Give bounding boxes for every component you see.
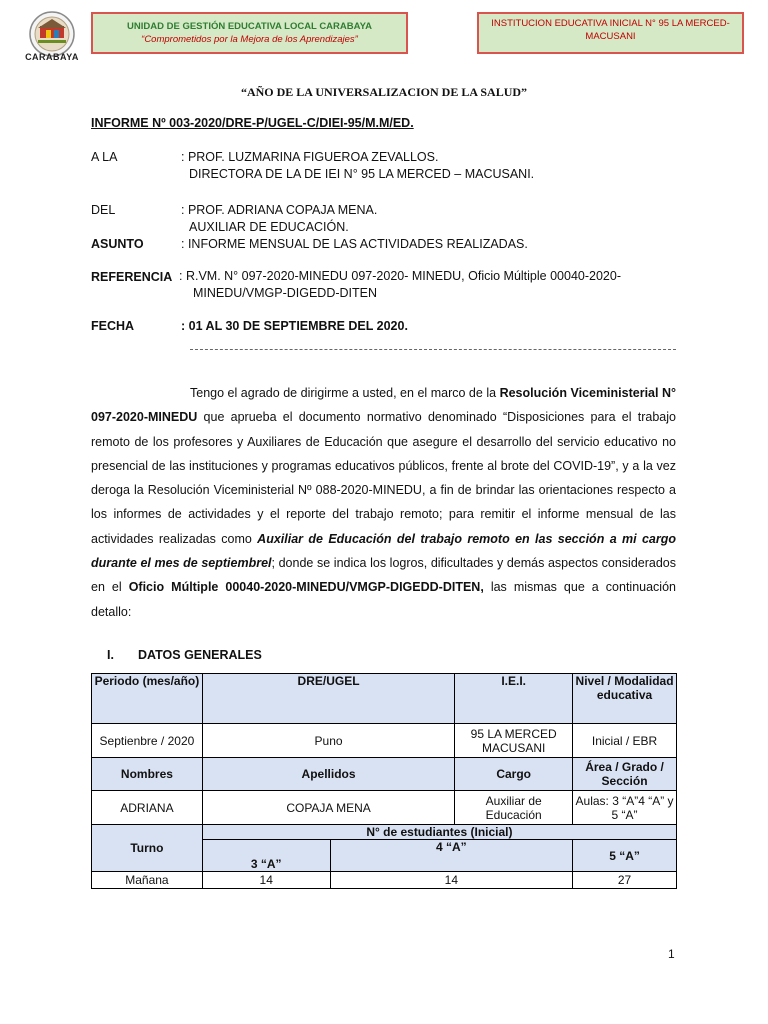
field-label-referencia: REFERENCIA (91, 270, 173, 284)
body-text-3: ; donde se indica los logros, dificultades y demás aspectos considerados en el (91, 556, 676, 595)
header-iei: I.E.I. (455, 674, 573, 724)
header-periodo: Periodo (mes/año) (92, 674, 203, 724)
section-title (107, 648, 262, 662)
field-value-del: : PROF. ADRIANA COPAJA MENA. (181, 203, 378, 217)
cell-nivel: Inicial / EBR (573, 724, 677, 758)
cell-dre-ugel: Puno (202, 724, 454, 758)
year-title: “AÑO DE LA UNIVERSALIZACION DE LA SALUD” (240, 85, 528, 99)
ugel-name: UNIDAD DE GESTIÓN EDUCATIVA LOCAL CARABAYA (127, 21, 372, 32)
header-nivel: Nivel / Modalidad educativa (573, 674, 677, 724)
body-text-oficio: Oficio Múltiple 00040-2020-MINEDU/VMGP-DIGEDD-DITEN, (128, 580, 484, 595)
field-value-a-la-cont: DIRECTORA DE LA DE IEI N° 95 LA MERCED – MACUSANI. (189, 167, 535, 181)
header-num-estudiantes: N° de estudiantes (Inicial) (202, 825, 676, 840)
body-text-2: que aprueba el documento normativo denominado “Disposiciones para el trabajo remoto de los profesores y Auxiliares de Educación que asegure el desarrollo del servicio educativo no presencial de las instituciones y programas educativos públicos, frente al brote del COVID-19”, y a la vez deroga la Resolución Viceministerial Nº 088-2020-MINEDU, a fin de brindar las orientaciones respecto a los informes de actividades y el reporte del trabajo remoto; para remitir el informe mensual de las actividades realizadas como (91, 410, 676, 546)
cell-3a: 14 (202, 872, 330, 889)
dashed-divider (190, 349, 676, 350)
referencia-line2: MINEDU/VMGP-DIGEDD-DITEN (193, 286, 378, 300)
field-value-del-cont: AUXILIAR DE EDUCACIÓN. (189, 220, 349, 234)
cell-nombres: ADRIANA (92, 791, 203, 825)
referencia-line1: : R.VM. N° 097-2020-MINEDU 097-2020- MINEDU, Oficio Múltiple 00040-2020- (179, 269, 621, 283)
field-value-a-la: : PROF. LUZMARINA FIGUEROA ZEVALLOS. (181, 150, 439, 164)
institution-name-line2: MACUSANI (585, 31, 636, 42)
cell-periodo: Septienbre / 2020 (92, 724, 203, 758)
page-number: 1 (668, 947, 675, 961)
report-title: INFORME Nº 003-2020/DRE-P/UGEL-C/DIEI-95/M.M/ED. (91, 116, 414, 130)
cell-cargo: Auxiliar de Educación (455, 791, 573, 825)
ugel-motto: “Comprometidos por la Mejora de los Aprendizajes” (141, 34, 358, 45)
header-apellidos: Apellidos (202, 758, 454, 791)
field-value-referencia (179, 268, 676, 302)
body-text-role: Auxiliar de Educación del trabajo remoto en las sección a mi cargo durante el mes de septiembrel (91, 531, 676, 571)
body-paragraph (91, 381, 676, 624)
field-label-asunto: ASUNTO (91, 237, 144, 251)
header-cargo: Cargo (455, 758, 573, 791)
header-nombres: Nombres (92, 758, 203, 791)
cell-turno: Mañana (92, 872, 203, 889)
section-number: I. (107, 648, 114, 662)
header-turno: Turno (92, 825, 203, 872)
field-value-fecha: : 01 AL 30 DE SEPTIEMBRE DEL 2020. (181, 319, 408, 333)
header-5a: 5 “A” (573, 840, 677, 872)
body-text-1: Tengo el agrado de dirigirme a usted, en el marco de la (190, 386, 500, 400)
institution-name-line1: INSTITUCION EDUCATIVA INICIAL N° 95 LA MERCED- (491, 18, 730, 29)
institution-header-box (477, 12, 744, 54)
field-label-del: DEL (91, 203, 116, 217)
body-text-resolution: Resolución Viceministerial N° 097-2020-MINEDU (91, 386, 676, 425)
header-area: Área / Grado / Sección (573, 758, 677, 791)
cell-apellidos: COPAJA MENA (202, 791, 454, 825)
cell-area: Aulas: 3 “A”4 “A” y 5 “A” (573, 791, 677, 825)
logo-label: CARABAYA (25, 52, 79, 62)
datos-generales-table (91, 673, 677, 889)
field-label-fecha: FECHA (91, 319, 135, 333)
cell-iei: 95 LA MERCED MACUSANI (455, 724, 573, 758)
section-title-text: DATOS GENERALES (138, 648, 262, 662)
field-label-a-la: A LA (91, 150, 118, 164)
header-3a: 3 “A” (202, 840, 330, 872)
field-value-asunto: : INFORME MENSUAL DE LAS ACTIVIDADES REALIZADAS. (181, 237, 528, 251)
header-dre-ugel: DRE/UGEL (202, 674, 454, 724)
ugel-header-box (91, 12, 408, 54)
header-4a: 4 “A” (330, 840, 573, 872)
body-text-4: las mismas que a continuación detallo: (91, 580, 676, 619)
cell-4a: 14 (330, 872, 573, 889)
cell-5a: 27 (573, 872, 677, 889)
